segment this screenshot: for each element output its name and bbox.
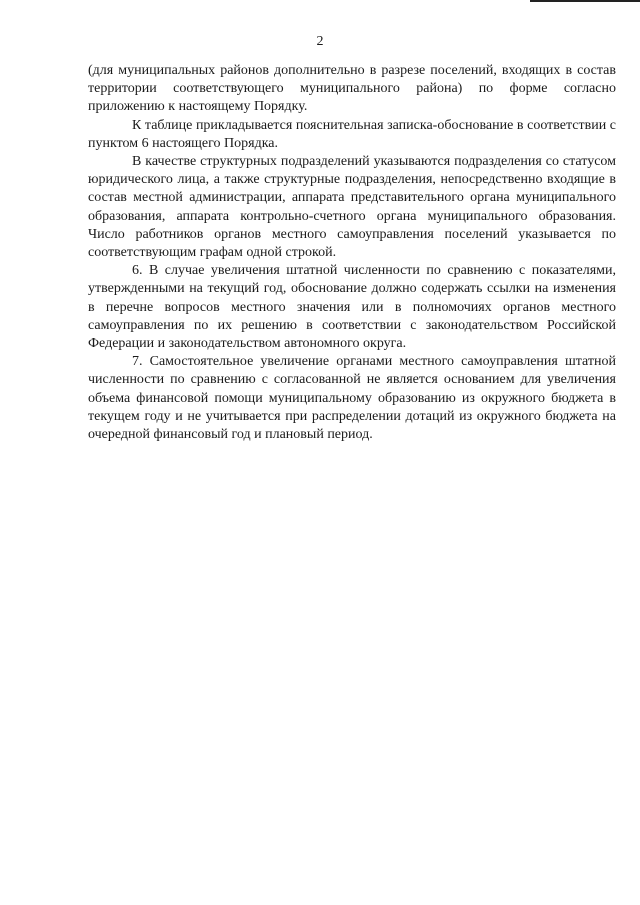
paragraph-continuation: (для муниципальных районов дополнительно в разрезе поселений, входящих в состав территории соответствующего муниципального района) по форме согласно приложению к настоящему Порядку.: [88, 63, 616, 115]
paragraph-item-7: 7. Самостоятельное увеличение органами местного самоуправления штатной численности по сравнению с согласованной не является основанием для увеличения объема финансовой помощи муниципальному образованию из окружного бюджета в текущем году и не учитывается при распределении дотаций из окружного бюджета на очередной финансовый год и плановый период.: [88, 354, 616, 443]
paragraph-structural-units: В качестве структурных подразделений указываются подразделения со статусом юридического лица, а также структурные подразделения, непосредственно входящие в состав местной администрации, аппарата представительного органа муниципального образования, аппарата контрольно-счетного органа муниципального образования. Число работников органов местного самоуправления поселений указывается по соответствующим графам одной строкой.: [88, 154, 616, 261]
document-body: [88, 62, 616, 444]
header-rule: [530, 0, 640, 2]
paragraph-item-6: 6. В случае увеличения штатной численности по сравнению с показателями, утвержденными на текущий год, обоснование должно содержать ссылки на изменения в перечне вопросов местного значения или в полномочиях органов местного самоуправления по их решению в соответствии с законодательством Российской Федерации и законодательством автономного округа.: [88, 263, 616, 352]
paragraph-explanatory-note: К таблице прикладывается пояснительная записка-обоснование в соответствии с пунктом 6 настоящего Порядка.: [88, 117, 616, 151]
page-number: 2: [316, 34, 324, 49]
